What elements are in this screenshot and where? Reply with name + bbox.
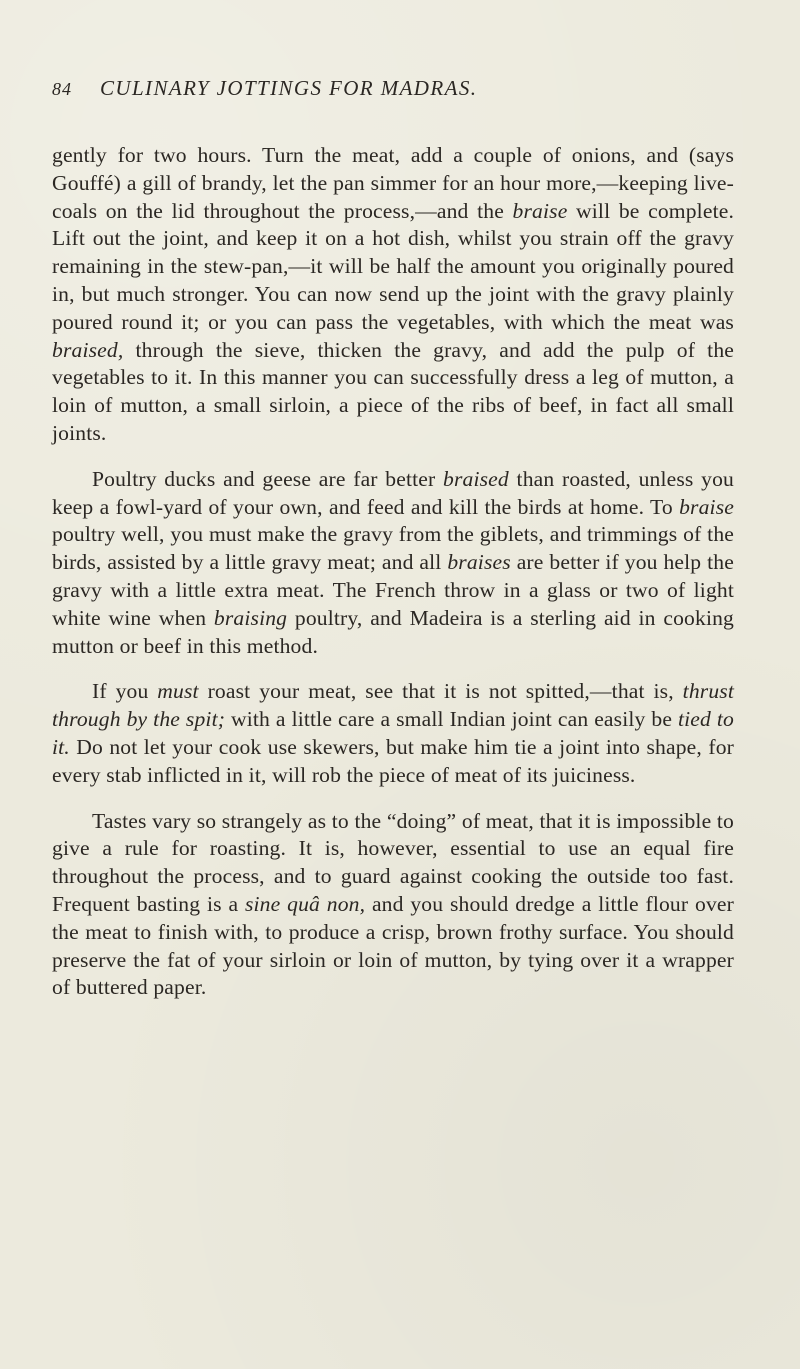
paragraph-3 xyxy=(52,678,734,789)
italic-text-span: braise xyxy=(679,494,734,519)
text-span: are better if you help the gravy with a little extra meat. The French throw in a glass or two of light white wine when xyxy=(52,550,734,630)
text-span: roast your meat, see that it is not spitted,—that is, xyxy=(198,679,683,704)
page-number: 84 xyxy=(52,79,72,99)
text-span: and you should dredge a little flour over the meat to finish with, to produce a crisp, brown frothy surface. You should preserve the fat of your sirloin or loin of mutton, by tying over it a wrapper of buttered paper. xyxy=(52,891,734,1000)
body-text xyxy=(52,142,734,1020)
text-span: Poultry ducks and geese are far better xyxy=(92,466,444,491)
running-head: CULINARY JOTTINGS FOR MADRAS. xyxy=(100,76,478,100)
text-span: Do not let your cook use skewers, but make him tie a joint into shape, for every stab inflicted in it, will rob the piece of meat of its juiciness. xyxy=(52,734,734,787)
text-span: will be complete. Lift out the joint, and keep it on a hot dish, whilst you strain off the gravy remaining in the stew-pan,—it will be half the amount you originally poured in, but much stronger. You can now send up the joint with the gravy plainly poured round it; or you can pass the vegetables, with which the meat was xyxy=(52,198,734,334)
italic-text-span: braised, xyxy=(52,337,124,362)
text-span: with a little care a small Indian joint can easily be xyxy=(225,707,678,732)
italic-text-span: thrust through by the spit; xyxy=(52,679,734,732)
page-header xyxy=(52,76,734,106)
text-span: poultry well, you must make the gravy from the giblets, and trimmings of the birds, assisted by a little gravy meat; and all xyxy=(52,522,734,575)
text-span: poultry, and Madeira is a sterling aid in cooking mutton or beef in this method. xyxy=(52,605,734,658)
paragraph-4 xyxy=(52,808,734,1003)
italic-text-span: braise xyxy=(512,198,568,223)
italic-text-span: sine quâ non, xyxy=(244,891,366,916)
text-span: gently for two hours. Turn the meat, add a couple of onions, and (says Gouffé) a gill of brandy, let the pan simmer for an hour more,—keeping live-coals on the lid throughout the process,—and the xyxy=(52,143,734,223)
text-span: Tastes vary so strangely as to the “doing” of meat, that it is impossible to give a rule for roasting. It is, however, essential to use an equal fire throughout the process, and to guard against cooking the outside too fast. Frequent basting is a xyxy=(52,808,734,916)
text-span: through the sieve, thicken the gravy, and add the pulp of the vegetables to it. In this manner you can successfully dress a leg of mutton, a loin of mutton, a small sirloin, a piece of the ribs of beef, in fact all small joints. xyxy=(52,337,734,445)
text-span: If you xyxy=(92,679,158,704)
paragraph-2 xyxy=(52,466,734,661)
italic-text-span: tied to it. xyxy=(52,707,735,759)
italic-text-span: braised xyxy=(443,466,509,491)
italic-text-span: must xyxy=(157,679,199,704)
italic-text-span: braising xyxy=(213,605,288,630)
text-span: than roasted, unless you keep a fowl-yard of your own, and feed and kill the birds at home. To xyxy=(52,466,734,519)
italic-text-span: braises xyxy=(447,550,511,575)
paragraph-1 xyxy=(52,142,734,448)
